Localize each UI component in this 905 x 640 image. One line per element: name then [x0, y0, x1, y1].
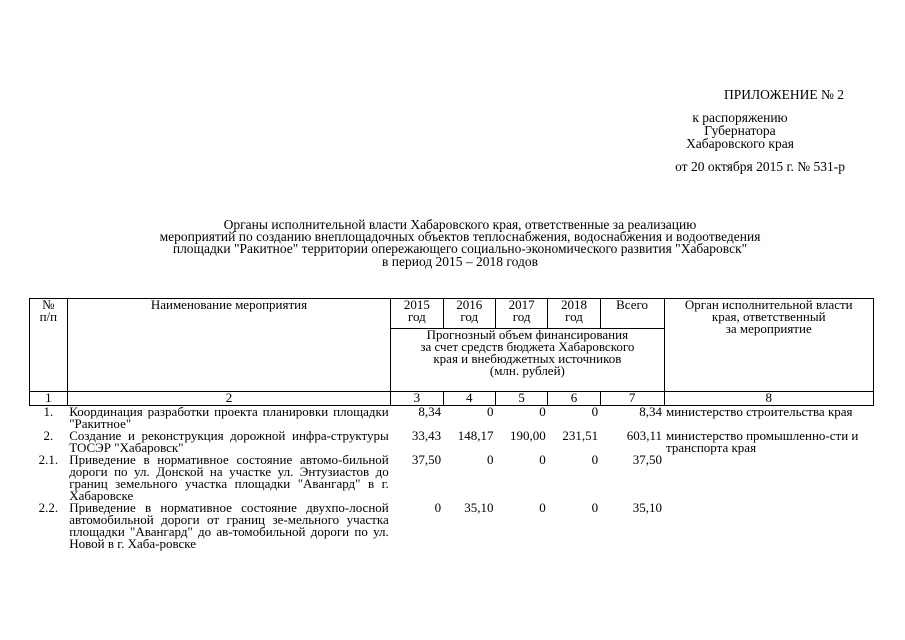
row-value-2016: 148,17 [457, 428, 494, 443]
header-org: Орган исполнительной власти края, ответственный за мероприятие [664, 299, 874, 392]
row-value-2015: 33,43 [411, 428, 442, 443]
row-value-2018: 0 [591, 404, 599, 419]
title-line: в период 2015 – 2018 годов [382, 253, 538, 269]
document-title [60, 219, 860, 268]
header-name: Наименование мероприятия [67, 299, 391, 392]
column-number: 8 [664, 392, 874, 406]
row-number: 2.2. [38, 500, 59, 515]
row-org [664, 502, 874, 550]
appendix-line: Хабаровского края [686, 136, 794, 151]
title-line: Органы исполнительной власти Хабаровского края, ответственные за реализацию [223, 217, 697, 232]
appendix-line: к распоряжению [692, 110, 788, 125]
row-value-2016: 0 [486, 452, 494, 467]
table-row [30, 406, 874, 431]
row-value-2017: 0 [539, 500, 546, 515]
header-year-2017: 2017 год [495, 299, 547, 329]
row-name: Приведение в нормативное состояние двухпо-лосной автомобильной дороги от границ зе-мельного участка площадки "Авангард" до ав-томобильной дороги по ул. Новой в г. Хаба-ровске [69, 500, 389, 551]
appendix-block [635, 88, 845, 173]
row-value-2016: 35,10 [464, 500, 494, 515]
row-value-2018: 231,51 [562, 428, 599, 443]
title-line: мероприятий по созданию внеплощадочных объектов теплоснабжения, водоснабжения и водоотведения [159, 229, 761, 245]
header-total: Всего [600, 299, 664, 329]
row-value-2018: 0 [591, 500, 599, 515]
row-value-2017: 190,00 [510, 428, 546, 443]
row-total: 8,34 [639, 404, 662, 419]
row-value-2015: 37,50 [411, 452, 442, 467]
column-number: 4 [443, 392, 495, 406]
column-number: 5 [495, 392, 547, 406]
header-year-2018: 2018 год [548, 299, 600, 329]
row-name: Создание и реконструкция дорожной инфра-структуры ТОСЭР "Хабаровск" [69, 428, 389, 455]
row-total: 603,11 [626, 428, 662, 443]
row-value-2016: 0 [486, 404, 494, 419]
table-row [30, 430, 874, 454]
column-number: 7 [600, 392, 664, 406]
measures-table [29, 298, 874, 550]
appendix-number: ПРИЛОЖЕНИЕ № 2 [723, 87, 844, 102]
row-total: 35,10 [632, 500, 662, 515]
row-name: Координация разработки проекта планировки площадки "Ракитное" [69, 404, 389, 431]
row-name: Приведение в нормативное состояние автомо-бильной дороги по ул. Донской на участке ул. Энтузиастов до границ земельного участка площадки "Авангард" в г. Хабаровске [69, 452, 389, 503]
header-year-2015: 2015 год [391, 299, 443, 329]
column-number: 6 [548, 392, 600, 406]
header-financing: Прогнозный объем финансирования за счет средств бюджета Хабаровского края и внебюджетных источников (млн. рублей) [391, 328, 664, 391]
column-number: 3 [391, 392, 443, 406]
row-org: министерство промышленно-сти и транспорта края [666, 428, 859, 455]
title-line: площадки "Ракитное" территории опережающего социально-экономического развития "Хабаровск" [172, 241, 748, 257]
row-number: 2. [43, 428, 54, 443]
appendix-line: Губернатора [704, 123, 776, 138]
row-value-2017: 0 [539, 452, 546, 467]
row-org: министерство строительства края [666, 404, 853, 419]
table-row [30, 454, 874, 502]
header-num: № п/п [30, 299, 68, 392]
header-year-2016: 2016 год [443, 299, 495, 329]
row-number: 2.1. [38, 452, 59, 467]
table-row [30, 502, 874, 550]
column-number: 2 [67, 392, 391, 406]
row-org [664, 454, 874, 502]
row-number: 1. [43, 404, 54, 419]
row-value-2015: 8,34 [418, 404, 442, 419]
header-row [30, 299, 874, 329]
row-total: 37,50 [632, 452, 662, 467]
row-value-2018: 0 [591, 452, 599, 467]
row-value-2017: 0 [539, 404, 546, 419]
row-value-2015: 0 [434, 500, 442, 515]
column-number: 1 [30, 392, 68, 406]
appendix-date: от 20 октября 2015 г. № 531-р [675, 159, 845, 174]
